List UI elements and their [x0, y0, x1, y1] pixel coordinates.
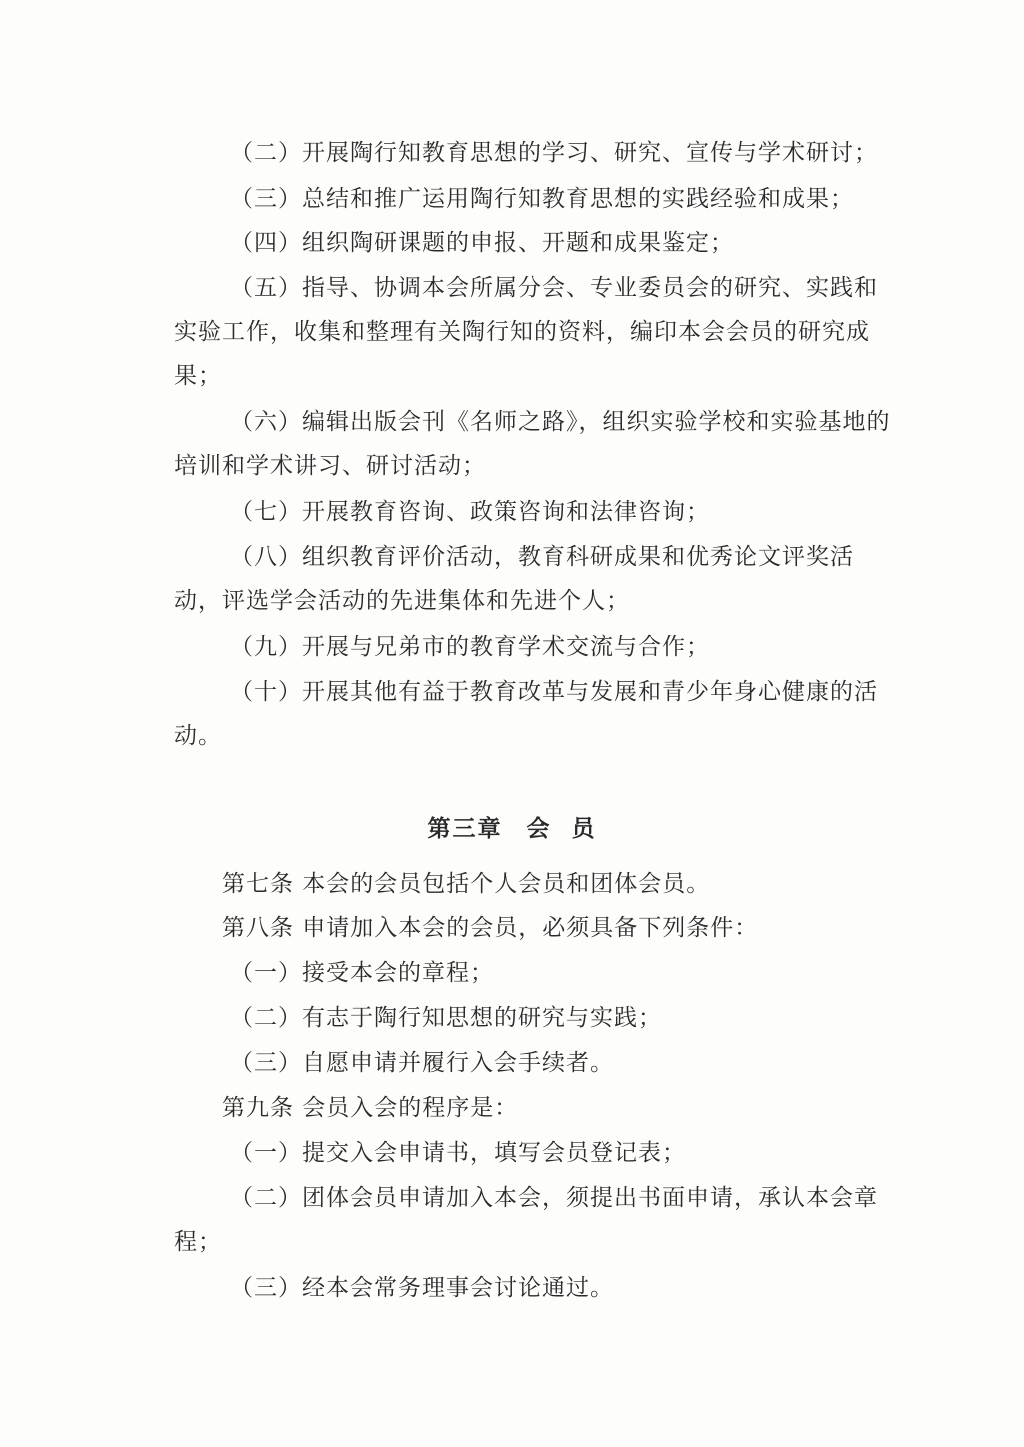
- chapter-heading: [0, 810, 1024, 843]
- condition-1: （一）接受本会的章程；: [230, 960, 494, 986]
- item-3-summarize: （三）总结和推广运用陶行知教育思想的实践经验和成果；: [230, 186, 854, 212]
- item-2-research: （二）开展陶行知教育思想的学习、研究、宣传与学术研讨；: [230, 140, 878, 166]
- item-6-publish: （六）编辑出版会刊《名师之路》，组织实验学校和实验基地的培训和学术讲习、研讨活动；: [174, 409, 891, 479]
- item-7-consulting: （七）开展教育咨询、政策咨询和法律咨询；: [230, 499, 710, 525]
- item-4-projects: （四）组织陶研课题的申报、开题和成果鉴定；: [230, 230, 734, 256]
- procedure-2: （二）团体会员申请加入本会，须提出书面申请，承认本会章程；: [174, 1185, 878, 1255]
- procedure-3: （三）经本会常务理事会讨论通过。: [230, 1275, 614, 1301]
- item-8-evaluation: （八）组织教育评价活动，教育科研成果和优秀论文评奖活动，评选学会活动的先进集体和先进个人；: [174, 544, 854, 614]
- item-10-other: （十）开展其他有益于教育改革与发展和青少年身心健康的活动。: [174, 679, 878, 749]
- item-9-exchange: （九）开展与兄弟市的教育学术交流与合作；: [230, 634, 710, 660]
- article-9: 第九条 会员入会的程序是：: [222, 1095, 519, 1121]
- article-8: 第八条 申请加入本会的会员，必须具备下列条件：: [222, 915, 759, 941]
- procedure-1: （一）提交入会申请书，填写会员登记表；: [230, 1140, 686, 1166]
- item-5-coordinate: （五）指导、协调本会所属分会、专业委员会的研究、实践和实验工作，收集和整理有关陶行知的资料，编印本会会员的研究成果；: [174, 275, 878, 389]
- chapter-title: 会 员: [526, 816, 597, 842]
- chapter-number: 第三章: [427, 816, 503, 842]
- condition-2: （二）有志于陶行知思想的研究与实践；: [230, 1005, 662, 1031]
- condition-3: （三）自愿申请并履行入会手续者。: [230, 1050, 614, 1076]
- article-7: 第七条 本会的会员包括个人会员和团体会员。: [222, 871, 711, 897]
